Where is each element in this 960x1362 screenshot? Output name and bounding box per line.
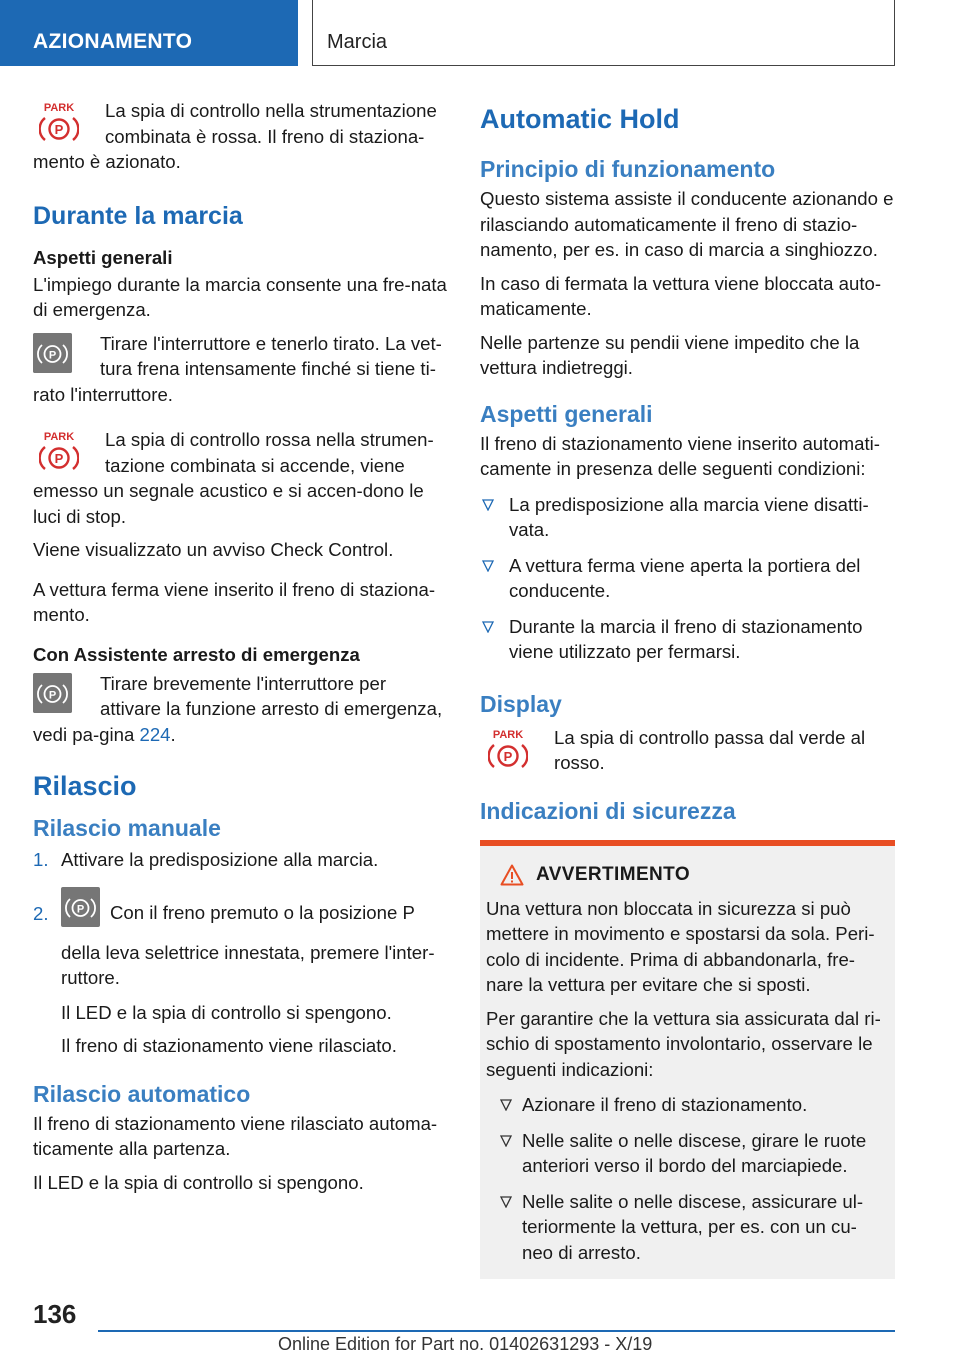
park-brake-warning-icon xyxy=(488,727,528,771)
paragraph-red-indicator: La spia di controllo rossa nella strumen-tazione combinata si accende, viene emesso un segnale acustico e si accen-dono le luci di stop. xyxy=(33,429,434,527)
paragraph-led-off: Il LED e la spia di controllo si spengono. xyxy=(33,1171,364,1193)
red-indicator-paragraph xyxy=(33,427,447,529)
footer-divider xyxy=(98,1330,895,1332)
parking-brake-switch-icon xyxy=(61,887,100,927)
bullet-triangle-icon xyxy=(482,560,494,572)
manual-release-steps xyxy=(33,847,447,1059)
page-number: 136 xyxy=(33,1299,77,1329)
heading-general-left: Aspetti generali xyxy=(33,246,173,268)
list-item: A vettura ferma viene aperta la portiera del conducente. xyxy=(480,553,895,604)
emergency-stop-paragraph xyxy=(33,671,447,748)
paragraph-auto-release: Il freno di stazionamento viene rilasciato automa-ticamente alla partenza. xyxy=(33,1112,438,1159)
svg-text:P: P xyxy=(54,122,64,137)
park-brake-warning-icon xyxy=(39,100,79,144)
svg-text:PARK: PARK xyxy=(492,728,524,741)
heading-automatic-release: Rilascio automatico xyxy=(33,1080,251,1107)
heading-automatic-hold: Automatic Hold xyxy=(480,104,680,134)
right-column xyxy=(480,98,895,1279)
warning-list xyxy=(486,1092,885,1265)
heading-manual-release: Rilascio manuale xyxy=(33,815,221,841)
svg-text:PARK: PARK xyxy=(43,431,75,443)
warning-paragraph-1: Una vettura non bloccata in sicurezza si può mettere in movimento e spostarsi da sola. Peri-colo di incidente. Prima di abbandonarla, fre-nare la vettura per evitare che si sposti. xyxy=(486,897,875,995)
heading-release: Rilascio xyxy=(33,771,137,801)
section-tab: AZIONAMENTO xyxy=(0,0,298,66)
warning-box xyxy=(480,840,895,1280)
left-column xyxy=(33,98,447,1203)
heading-display: Display xyxy=(480,690,562,717)
intro-text: La spia di controllo nella strumentazione combinata è rossa. Il freno di staziona-mento è azionato. xyxy=(33,100,437,172)
parking-brake-switch-icon xyxy=(33,333,72,373)
paragraph-display-change: La spia di controllo passa dal verde al rosso. xyxy=(554,726,866,773)
edition-text: Online Edition for Part no. 01402631293 - X/19 xyxy=(278,1334,653,1354)
svg-text:P: P xyxy=(503,748,513,764)
paragraph-check-control: Viene visualizzato un avviso Check Control. xyxy=(33,539,394,560)
paragraph-stop-blocked: In caso di fermata la vettura viene bloccata auto-maticamente. xyxy=(480,272,882,319)
heading-principle: Principio di funzionamento xyxy=(480,156,776,182)
svg-text:P: P xyxy=(54,451,64,466)
bullet-triangle-icon xyxy=(482,621,494,633)
svg-text:P: P xyxy=(76,903,85,915)
list-item: La predisposizione alla marcia viene disatti-vata. xyxy=(480,492,895,543)
heading-safety: Indicazioni di sicurezza xyxy=(480,797,736,824)
heading-general-right: Aspetti generali xyxy=(480,400,653,427)
list-item: Nelle salite o nelle discese, assicurare ul-teriormente la vettura, per es. con un cu-neo di arresto. xyxy=(486,1189,885,1266)
page-header xyxy=(0,0,960,66)
park-brake-warning-icon xyxy=(39,429,79,473)
heading-during-driving: Durante la marcia xyxy=(33,201,243,230)
list-item: 1. Attivare la predisposizione alla marcia. xyxy=(33,849,379,870)
svg-text:PARK: PARK xyxy=(43,102,75,114)
warning-triangle-icon xyxy=(500,864,524,886)
warning-paragraph-2: Per garantire che la vettura sia assicurata dal ri-schio di spostamento involontario, osservare le seguenti indicazioni: xyxy=(486,1007,881,1080)
svg-text:P: P xyxy=(48,349,57,361)
paragraph-emergency-stop: Tirare brevemente l'interruttore per attivare la funzione arresto di emergenza, vedi pa-gina 224. xyxy=(33,672,443,745)
bullet-triangle-icon xyxy=(500,1196,512,1208)
list-item: Azionare il freno di stazionamento. xyxy=(486,1092,885,1118)
svg-text:P: P xyxy=(48,689,57,701)
bullet-triangle-icon xyxy=(500,1099,512,1111)
page-reference-link[interactable]: 224 xyxy=(139,723,171,745)
list-item: Durante la marcia il freno di stazionamento viene utilizzato per fermarsi. xyxy=(480,614,895,665)
paragraph-hill-start: Nelle partenze su pendii viene impedito che la vettura indietreggi. xyxy=(480,331,860,378)
paragraph-system-assist: Questo sistema assiste il conducente azionando e rilasciando automaticamente il freno di stazio-namento, per es. in caso di marcia a singhiozzo. xyxy=(480,188,894,260)
switch-pull-paragraph xyxy=(33,331,447,408)
paragraph-conditions-intro: Il freno di stazionamento viene inserito automati-camente in presenza delle seguenti condizioni: xyxy=(480,432,880,479)
bullet-triangle-icon xyxy=(482,499,494,511)
bullet-triangle-icon xyxy=(500,1135,512,1147)
display-paragraph xyxy=(480,725,895,776)
paragraph-vehicle-stopped: A vettura ferma viene inserito il freno di staziona-mento. xyxy=(33,578,436,625)
paragraph-pull-switch: Tirare l'interruttore e tenerlo tirato. La vet-tura frena intensamente finché si tiene ti-rato l'interruttore. xyxy=(33,332,442,405)
chapter-title: Marcia xyxy=(312,0,895,66)
park-indicator-paragraph xyxy=(33,98,447,175)
list-item: 2. P Con il freno premuto o la posizione P della leva selettrice innestata, premere l'inter-ruttore. Il LED e la spia di controllo si spengono. Il freno di stazionamento viene rilasciato. xyxy=(33,887,447,1059)
parking-brake-switch-icon xyxy=(33,673,72,713)
list-item: Nelle salite o nelle discese, girare le ruote anteriori verso il bordo del marciapiede. xyxy=(486,1128,885,1179)
warning-title: AVVERTIMENTO xyxy=(500,864,885,886)
paragraph-emergency-braking: L'impiego durante la marcia consente una fre-nata di emergenza. xyxy=(33,273,447,320)
conditions-list xyxy=(480,492,895,665)
heading-emergency-assist: Con Assistente arresto di emergenza xyxy=(33,643,360,665)
